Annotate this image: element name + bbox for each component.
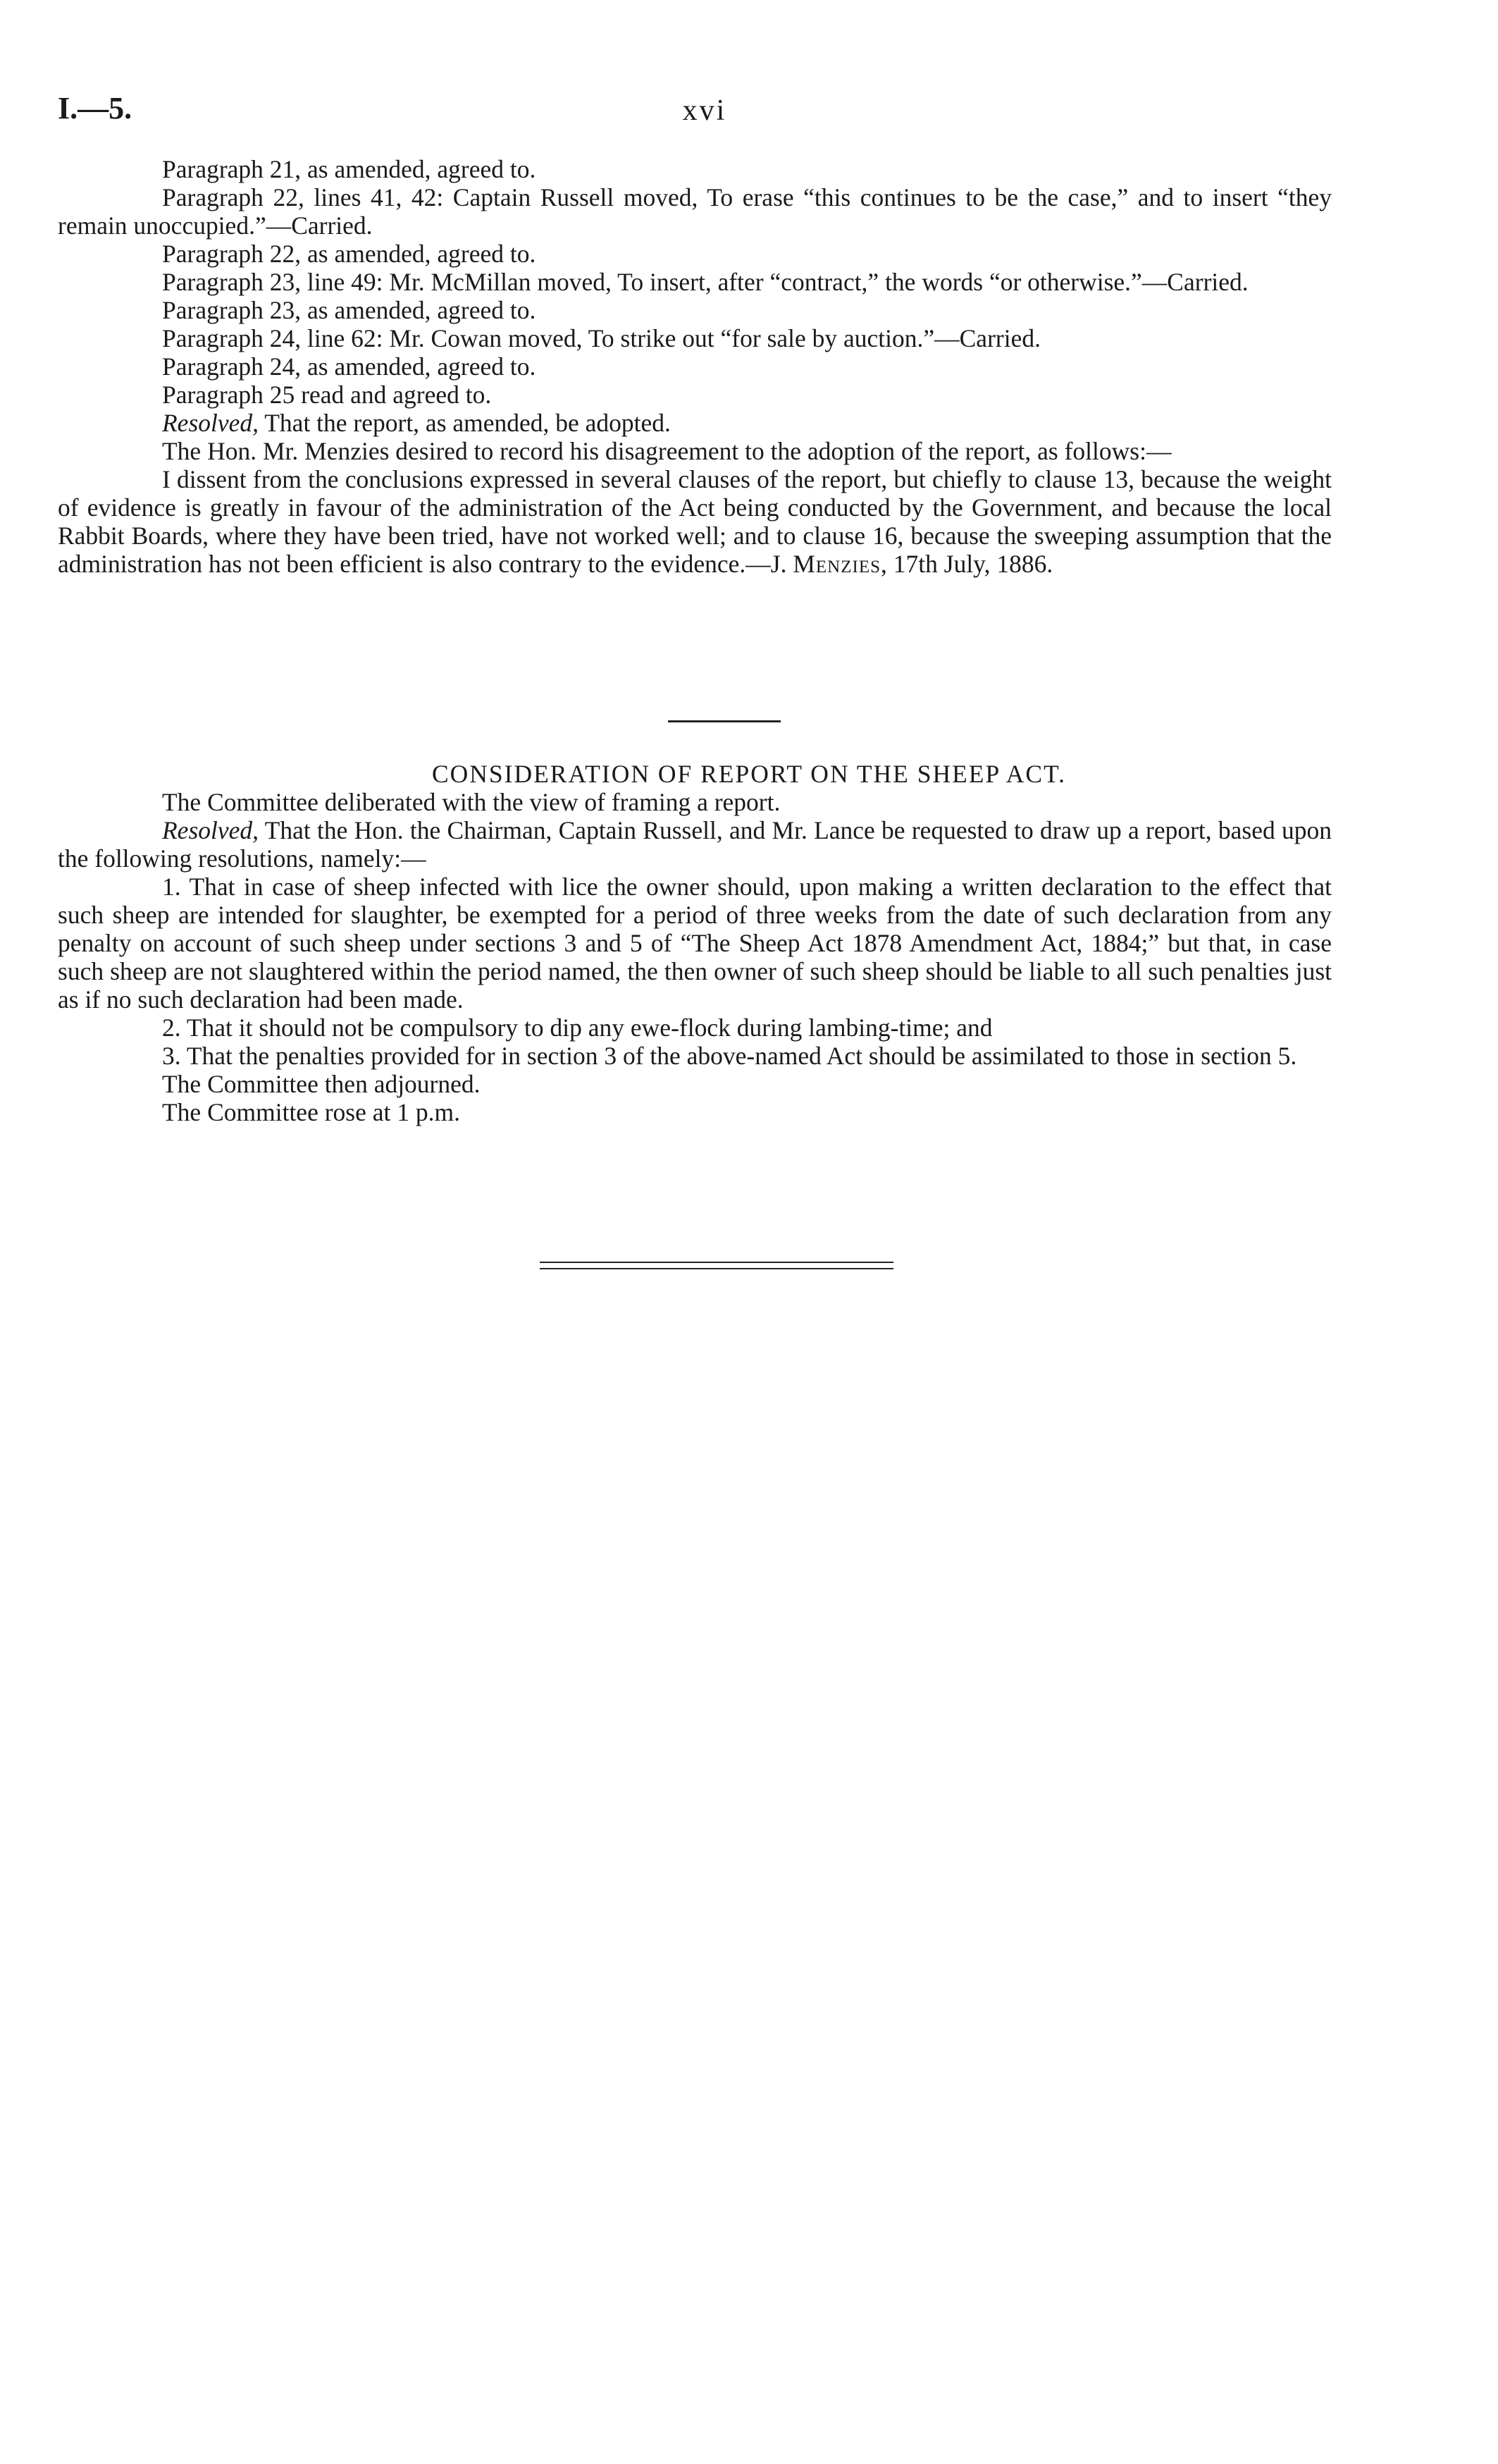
minute-line: Paragraph 24, line 62: Mr. Cowan moved, To strike out “for sale by auction.”—Carried. — [162, 324, 1041, 352]
dissent-date: , 17th July, 1886. — [881, 550, 1053, 578]
disagreement-note: The Hon. Mr. Menzies desired to record his disagreement to the adoption of the report, as follows:— — [162, 437, 1172, 465]
minute-line: Paragraph 23, line 49: Mr. McMillan moved, To insert, after “contract,” the words “or otherwise.”—Carried. — [162, 268, 1249, 296]
resolved-label: Resolved, — [162, 816, 259, 844]
resolved-label: Resolved, — [162, 409, 259, 437]
dissent-signatory: Menzies — [793, 550, 881, 578]
committee-minutes — [58, 155, 1332, 578]
minute-line: Paragraph 21, as amended, agreed to. — [162, 155, 536, 183]
resolution-item: 1. That in case of sheep infected with lice the owner should, upon making a written declaration to the effect that such sheep are intended for slaughter, be exempted for a period of three weeks from the date of such declaration from any penalty on account of such sheep under sections 3 and 5 of “The Sheep Act 1878 Amendment Act, 1884;” but that, in case such sheep are not slaughtered within the period named, the then owner of such sheep should be liable to all such penalties just as if no such declaration had been made. — [58, 873, 1332, 1014]
deliberation-line: The Committee deliberated with the view of framing a report. — [162, 788, 781, 816]
resolution-item: 2. That it should not be compulsory to dip any ewe-flock during lambing-time; and — [162, 1014, 993, 1042]
resolution-adopt-report — [58, 409, 1332, 437]
minute-line: Paragraph 22, as amended, agreed to. — [162, 240, 536, 268]
resolution-text: That the Hon. the Chairman, Captain Russell, and Mr. Lance be requested to draw up a report, based upon the following resolutions, namely:— — [58, 816, 1332, 873]
page-number: xvi — [682, 94, 727, 127]
end-rule — [540, 1262, 893, 1269]
minute-line: Paragraph 22, lines 41, 42: Captain Russell moved, To erase “this continues to be the case,” and to insert “they remain unoccupied.”—Carried. — [58, 183, 1332, 240]
dissent-text: I dissent from the conclusions expressed in several clauses of the report, but chiefly to clause 13, because the weight of evidence is greatly in favour of the administration of the Act being conducted by the Government, and because the local Rabbit Boards, where they have been tried, have not worked well; and to clause 16, because the sweeping assumption that the administration has not been efficient is also contrary to the evidence.—J. — [58, 465, 1332, 578]
resolution-text: That the report, as amended, be adopted. — [259, 409, 671, 437]
sheep-act-minutes — [58, 788, 1332, 1126]
resolution-item: 3. That the penalties provided for in section 3 of the above-named Act should be assimilated to those in section 5. — [162, 1042, 1297, 1070]
resolution-draw-report — [58, 816, 1332, 873]
minute-line: Paragraph 23, as amended, agreed to. — [162, 296, 536, 324]
section-heading: CONSIDERATION OF REPORT ON THE SHEEP ACT. — [431, 760, 1067, 788]
dissent-statement — [58, 465, 1332, 578]
adjourned-line: The Committee then adjourned. — [162, 1070, 481, 1098]
minute-line: Paragraph 25 read and agreed to. — [162, 381, 492, 409]
minute-line: Paragraph 24, as amended, agreed to. — [162, 352, 536, 381]
section-divider — [668, 720, 781, 722]
paper-code: I.—5. — [58, 91, 132, 125]
rose-line: The Committee rose at 1 p.m. — [162, 1098, 460, 1126]
